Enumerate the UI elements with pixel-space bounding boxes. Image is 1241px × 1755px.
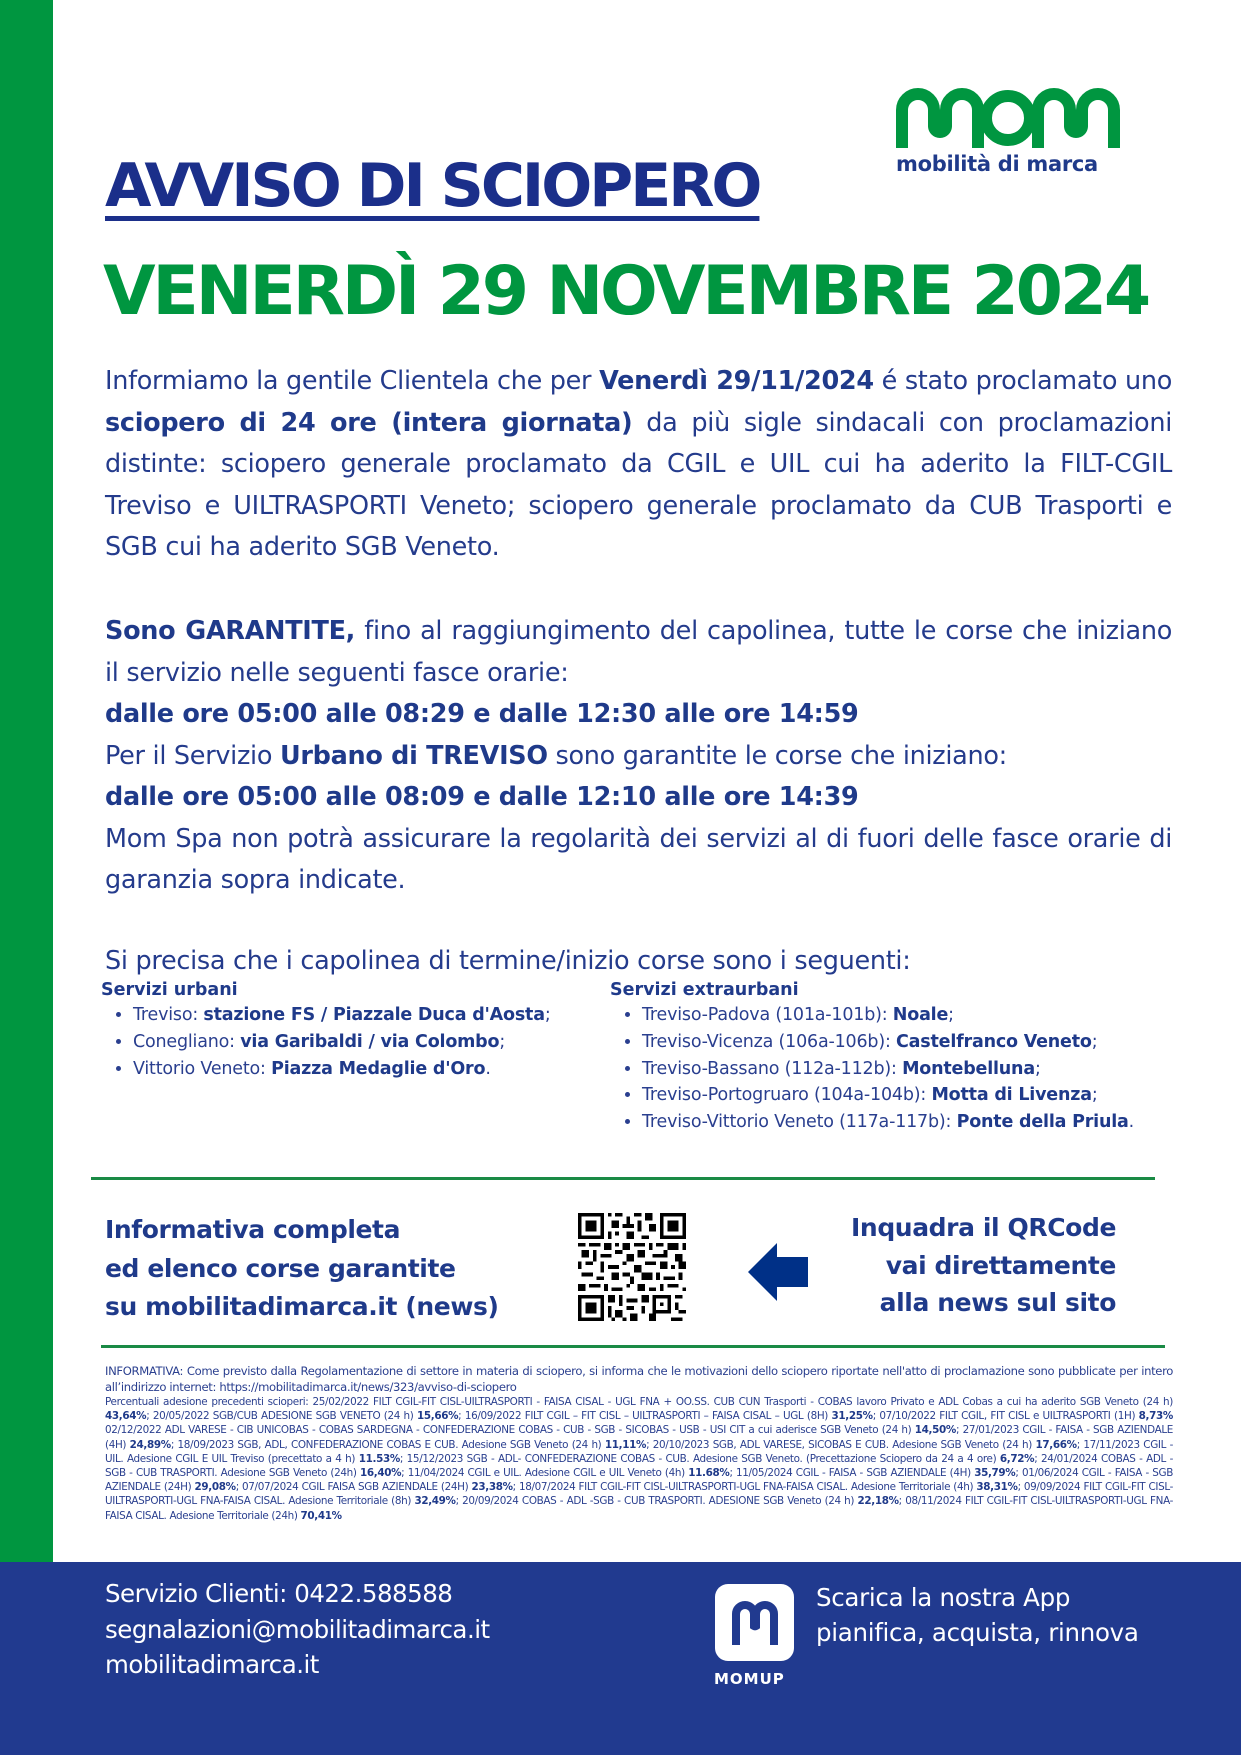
support-email-link[interactable]: segnalazioni@mobilitadimarca.it [105,1614,490,1644]
strike-entry: 20/09/2024 COBAS - ADL -SGB - CUB TRASPORTI. ADESIONE SGB Veneto (24 h) [462,1495,858,1508]
strike-entry: 07/07/2024 CGIL FAISA SGB AZIENDALE (24H) [242,1481,472,1494]
item-place: Castelfranco Veneto [896,1031,1092,1052]
item-end: ; [1034,1058,1041,1079]
intro-paragraph [105,361,1172,569]
sep: ; [1034,1452,1041,1465]
strike-pct: 11.53% [358,1452,400,1465]
strike-entry: 11/05/2024 CGIL - FAISA - SGB AZIENDALE (4H) [736,1467,975,1480]
extraurban-terminals [610,980,1134,1136]
item-label: Treviso-Vicenza (106a-106b): [642,1031,897,1052]
intro-duration: sciopero di 24 ore (intera giornata) [105,407,633,438]
strike-entry: 11/04/2024 CGIL e UIL. Adesione CGIL e UIL Veneto (4h) [407,1467,689,1480]
list-item [133,1002,551,1029]
app-promo [816,1580,1139,1650]
strike-entry: 07/10/2022 FILT CGIL, FIT CISL e UILTRASPORTI (1H) [879,1410,1139,1423]
mom-logo [896,88,1122,176]
item-label: Treviso-Portogruaro (104a-104b): [642,1085,932,1106]
sep: ; [235,1481,243,1494]
sep: ; [401,1467,408,1480]
item-label: Conegliano: [133,1031,241,1052]
sep: ; [458,1410,465,1423]
guarantees-text: fino al raggiungimento del capolinea, tutte le corse che iniziano il servizio nelle seguenti fasce orarie: [105,616,1172,688]
legal-fine-print [105,1364,1173,1523]
qr-code-icon[interactable] [578,1213,686,1321]
strike-entry: 27/01/2023 CGIL - FAISA - SGB AZIENDALE (4H) [105,1424,1173,1451]
strike-pct: 17,66% [1035,1438,1077,1451]
intro-date: Venerdì 29/11/2024 [599,366,874,396]
item-end: . [485,1058,491,1079]
urban-terminals-title: Servizi urbani [101,980,238,1000]
strike-entry: 18/09/2023 SGB, ADL, CONFEDERAZIONE COBAS E CUB. Adesione SGB Veneto (24 h) [177,1438,605,1451]
item-place: Motta di Livenza [931,1085,1092,1106]
item-end: ; [499,1031,506,1052]
strike-pct: 15,66% [416,1410,459,1423]
strike-pct: 32,49% [414,1495,456,1508]
strike-pct: 29,08% [194,1481,236,1494]
extraurban-terminals-list [610,1002,1134,1136]
strike-entry: 08/11/2024 FILT CGIL-FIT CISL-UILTRASPORTI-UGL FNA-FAISA CISAL. Adesione Territoriale (24h) [105,1495,1173,1522]
terminals-intro: Si precisa che i capolinea di termine/inizio corse sono i seguenti: [105,946,911,976]
strike-entry: 17/11/2023 CGIL - UIL. Adesione CGIL E UIL Treviso (precettato a 4 h) [105,1438,1173,1465]
sep: ; [646,1438,653,1451]
divider-bottom [101,1345,1165,1348]
list-item [133,1029,551,1056]
item-end: ; [1091,1085,1098,1106]
urban-terminals [101,980,551,1082]
strike-pct: 38,31% [976,1481,1018,1494]
item-place: Montebelluna [902,1058,1035,1079]
item-label: Treviso-Vittorio Veneto (117a-117b): [642,1112,957,1133]
strike-pct: 24,89% [129,1438,171,1451]
info-link[interactable]: su mobilitadimarca.it (news) [105,1292,499,1321]
strike-pct: 35,79% [974,1467,1016,1480]
logo-tagline: mobilità di marca [896,152,1098,176]
item-end: . [1128,1112,1135,1133]
sep: ; [1017,1481,1024,1494]
strike-entry: 15/12/2023 SGB - ADL- CONFEDERAZIONE COBAS - CUB. Adesione SGB Veneto. (Precettazione Sciopero da 24 a 4 ore) [406,1452,1000,1465]
strike-entry: 24/01/2024 COBAS - ADL - SGB - CUB TRASPORTI. Adesione SGB Veneto (24h) [105,1452,1173,1480]
strike-entry: 20/10/2023 SGB, ADL VARESE, SICOBAS E CUB. Adesione SGB Veneto (24 h) [652,1438,1036,1451]
strike-pct: 70,41% [300,1509,342,1522]
list-item [642,1082,1134,1109]
intro-text: Informiamo la gentile Clientela che per [105,366,600,396]
list-item [642,1109,1134,1136]
sep: ; [872,1410,880,1423]
strike-pct: 43,64% [105,1410,147,1423]
urban-time-bands: dalle ore 05:00 alle 08:09 e dalle 12:10 alle ore 14:39 [105,782,859,812]
footer [0,1562,1241,1755]
sep: ; [1076,1438,1084,1451]
strike-pct: 8,73% [1138,1410,1173,1423]
sep: ; [729,1467,736,1480]
list-item [642,1002,1134,1029]
sep: ; [1015,1467,1022,1480]
urban-text: Per il Servizio [105,740,280,771]
customer-service-phone[interactable]: Servizio Clienti: 0422.588588 [105,1579,453,1608]
guarantees-intro [105,611,1172,694]
item-place: via Garibaldi / via Colombo [240,1031,500,1052]
contact-info [105,1576,490,1683]
sep: ; [955,1424,963,1437]
item-place: Noale [892,1005,949,1025]
strike-entry: 16/09/2022 FILT CGIL – FIT CISL – UILTRASPORTI – FAISA CISAL – UGL (8H) [464,1410,832,1423]
info-full-notice [105,1211,499,1327]
green-side-bar [0,0,53,1562]
extraurban-terminals-title: Servizi extraurbani [610,980,799,1000]
strike-date-headline: VENERDÌ 29 NOVEMBRE 2024 [103,252,1148,331]
strike-pct: 23,38% [471,1481,513,1494]
strike-pct: 11.68% [688,1467,730,1480]
app-promo-line: pianifica, acquista, rinnova [816,1618,1139,1647]
list-item [133,1056,551,1083]
percentages-intro: Percentuali adesione precedenti scioperi: [105,1396,313,1408]
urban-terminals-list [101,1002,551,1082]
guaranteed-label: Sono GARANTITE, [105,616,356,646]
urban-service-note [105,736,1172,778]
qr-line: alla news sul sito [879,1288,1116,1317]
info-line: ed elenco corse garantite [105,1253,456,1283]
momup-app-icon[interactable] [715,1584,794,1661]
disclaimer: Mom Spa non potrà assicurare la regolarità dei servizi al di fuori delle fasce orarie di garanzia sopra indicate. [105,823,1172,895]
intro-text: é stato proclamato uno [873,366,1173,396]
qr-instructions [851,1209,1116,1322]
strike-entry: 01/06/2024 CGIL - FAISA - SGB AZIENDALE (24H) [105,1467,1174,1494]
sep: ; [399,1452,407,1465]
strike-pct: 14,50% [914,1424,956,1437]
previous-strikes-percentages [105,1395,1173,1523]
strike-pct: 11,11% [604,1438,647,1451]
intro-text: da più sigle sindacali con proclamazioni distinte: sciopero generale proclamato da CGIL e UIL cui ha aderito la FILT-CGIL Treviso e UILTRASPORTI Veneto; sciopero generale proclamato da CUB Trasporti e SGB cui ha aderito SGB Veneto. [105,407,1172,562]
item-label: Treviso-Padova (101a-101b): [642,1005,893,1025]
sep: ; [512,1481,519,1494]
momup-logo-icon [731,1600,778,1645]
strike-pct: 22,18% [857,1495,899,1508]
informativa-text: INFORMATIVA: Come previsto dalla Regolamentazione di settore in materia di sciopero, si informa che le motivazioni dello sciopero riportate nell'atto di proclamazione sono pubblicate per intero all’indirizzo internet: https://mobilitadimarca.it/news/323/avviso-di-sciopero [105,1364,1173,1394]
strike-entry: 09/09/2024 FILT CGIL-FIT CISL-UILTRASPORTI-UGL FNA-FAISA CISAL. Adesione Territoriale (8h) [105,1481,1173,1508]
strike-pct: 16,40% [359,1467,402,1480]
sep: ; [898,1495,906,1508]
general-time-bands: dalle ore 05:00 alle 08:29 e dalle 12:30 alle ore 14:59 [105,699,859,729]
strike-pct: 31,25% [831,1410,873,1423]
divider-top [91,1177,1155,1180]
strike-entry: 20/05/2022 SGB/CUB ADESIONE SGB VENETO (24 h) [152,1410,417,1423]
strike-entry: 18/07/2024 FILT CGIL-FIT CISL-UILTRASPORTI-UGL FNA-FAISA CISAL. Adesione Territoriale (4h) [518,1481,977,1494]
website-link[interactable]: mobilitadimarca.it [105,1650,319,1679]
qr-line: Inquadra il QRCode [851,1213,1116,1242]
item-place: stazione FS / Piazzale Duca d'Aosta [203,1005,545,1025]
page-title: AVVISO DI SCIOPERO [105,151,760,221]
info-line: Informativa completa [105,1215,401,1244]
list-item [642,1056,1134,1083]
app-name: MOMUP [714,1670,785,1688]
urban-text: sono garantite le corse che iniziano: [547,740,1007,771]
strike-pct: 6,72% [999,1452,1035,1465]
urban-service-name: Urbano di TREVISO [279,740,548,771]
arrow-left-icon [748,1243,808,1301]
item-place: Piazza Medaglie d'Oro [271,1058,486,1079]
mom-logo-icon [896,88,1120,148]
item-label: Treviso: [133,1005,204,1025]
guarantees-section [105,611,1172,902]
list-item [642,1029,1134,1056]
item-label: Vittorio Veneto: [133,1058,272,1079]
item-end: ; [948,1005,954,1025]
app-promo-line: Scarica la nostra App [816,1583,1071,1612]
sep: ; [146,1410,153,1423]
sep: ; [170,1438,178,1451]
sep: ; [455,1495,463,1508]
item-label: Treviso-Bassano (112a-112b): [642,1058,903,1079]
strike-entry: 25/02/2022 FILT CGIL-FIT CISL-UILTRASPORTI - FAISA CISAL - UGL FNA + OO.SS. CUB CUN Trasporti - COBAS lavoro Privato e ADL Cobas a cui ha aderito SGB Veneto (24 h) [312,1396,1173,1408]
item-end: ; [544,1005,551,1025]
strike-entry: 02/12/2022 ADL VARESE - CIB UNICOBAS - COBAS SARDEGNA - CONFEDERAZIONE COBAS - CUB - SGB - SICOBAS - USB - USI CIT a cui aderisce SGB Veneto (24 h) [105,1424,915,1437]
qr-line: vai direttamente [885,1250,1116,1280]
item-end: ; [1091,1031,1098,1052]
item-place: Ponte della Priula [956,1112,1129,1133]
